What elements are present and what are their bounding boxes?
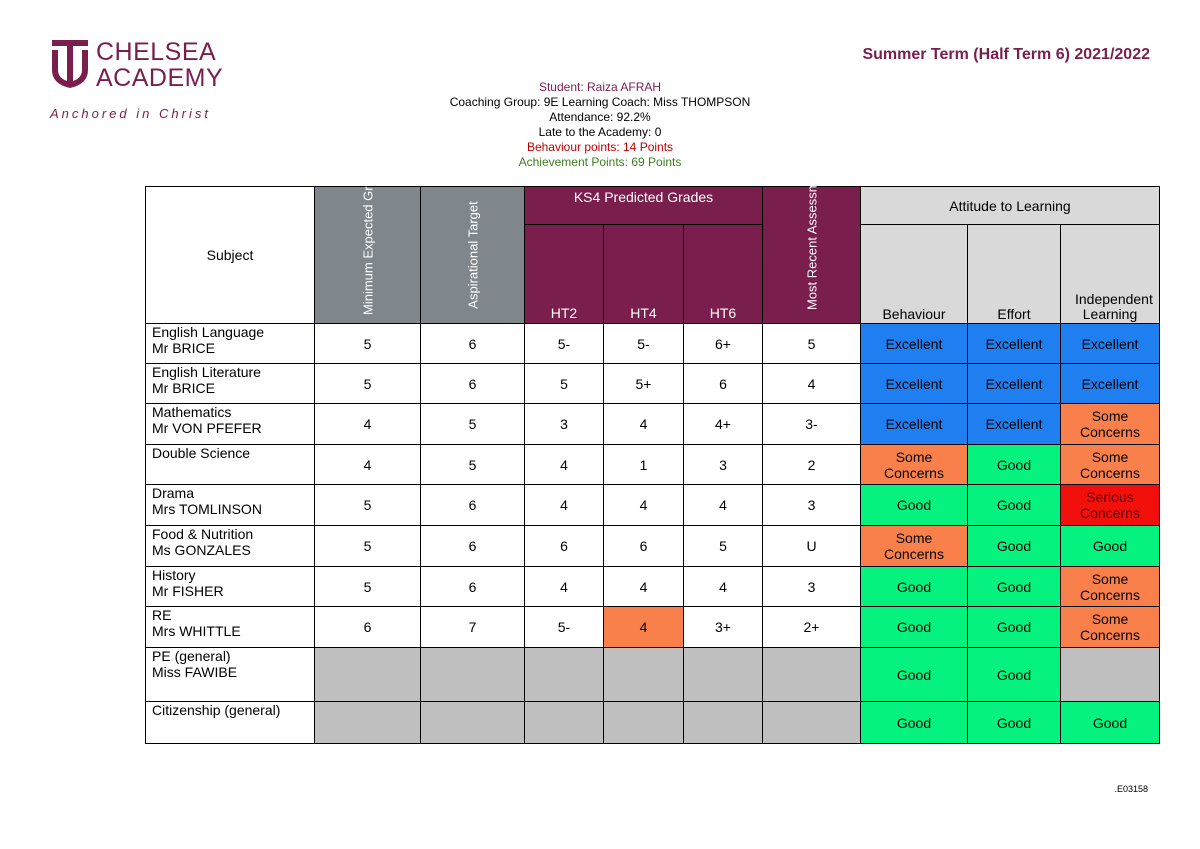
independent-rating xyxy=(1061,445,1160,485)
subject-cell xyxy=(146,324,315,364)
min-grade: 4 xyxy=(315,445,421,485)
student-info xyxy=(400,80,800,170)
recent-grade: 2 xyxy=(763,445,861,485)
ht6-grade: 4+ xyxy=(684,404,763,445)
teacher-name: Ms GONZALES xyxy=(152,542,251,558)
aspirational-grade: 6 xyxy=(421,324,525,364)
independent-rating xyxy=(1061,648,1160,702)
table-row xyxy=(146,526,1160,567)
min-expected-header-label: Minimum Expected Grade xyxy=(360,164,375,315)
ht2-grade: 3 xyxy=(525,404,604,445)
ht4-grade: 6 xyxy=(604,526,684,567)
student-name: Student: Raiza AFRAH xyxy=(538,80,662,94)
subject-name: PE (general) xyxy=(152,648,231,664)
grades-table xyxy=(145,163,1160,744)
ht2-grade: 4 xyxy=(525,445,604,485)
aspirational-grade: 6 xyxy=(421,526,525,567)
table-row xyxy=(146,567,1160,607)
table-row xyxy=(146,364,1160,404)
independent-rating-text: Serious Concerns xyxy=(1080,489,1140,521)
aspirational-grade: 6 xyxy=(421,364,525,404)
subject-header: Subject xyxy=(146,187,315,324)
aspirational-grade: 6 xyxy=(421,485,525,526)
teacher-name: Mr BRICE xyxy=(152,380,215,396)
ht6-grade: 4 xyxy=(684,485,763,526)
effort-rating: Good xyxy=(968,607,1061,648)
effort-rating: Excellent xyxy=(968,404,1061,445)
independent-rating xyxy=(1061,607,1160,648)
behaviour-rating xyxy=(861,445,968,485)
ht6-grade: 6+ xyxy=(684,324,763,364)
behaviour-rating-text: Some Concerns xyxy=(884,448,944,481)
ht4-grade: 4 xyxy=(604,567,684,607)
behaviour-rating: Excellent xyxy=(861,404,968,445)
attendance: Attendance: 92.2% xyxy=(549,110,651,124)
ht4-grade: 4 xyxy=(604,404,684,445)
recent-grade: 3 xyxy=(763,567,861,607)
effort-rating: Excellent xyxy=(968,364,1061,404)
effort-rating: Good xyxy=(968,702,1061,744)
subject-name: Double Science xyxy=(152,445,251,461)
ht2-grade: 4 xyxy=(525,485,604,526)
recent-grade: 5 xyxy=(763,324,861,364)
academy-logo xyxy=(50,38,250,128)
independent-header xyxy=(1061,225,1160,324)
most-recent-header xyxy=(763,163,861,324)
ht2-grade xyxy=(525,648,604,702)
aspirational-grade xyxy=(421,648,525,702)
recent-grade: 3- xyxy=(763,404,861,445)
teacher-name: Miss FAWIBE xyxy=(152,664,238,680)
subject-name: RE xyxy=(152,607,172,623)
ht6-grade xyxy=(684,702,763,744)
independent-rating-text: Some Concerns xyxy=(1080,408,1140,440)
min-grade: 5 xyxy=(315,324,421,364)
subject-cell xyxy=(146,648,315,702)
table-row xyxy=(146,445,1160,485)
subject-name: History xyxy=(152,567,196,583)
recent-grade: 3 xyxy=(763,485,861,526)
ht2-grade: 5- xyxy=(525,324,604,364)
recent-grade: 2+ xyxy=(763,607,861,648)
independent-rating: Good xyxy=(1061,702,1160,744)
aspirational-grade: 7 xyxy=(421,607,525,648)
effort-rating: Good xyxy=(968,567,1061,607)
ht4-grade: 4 xyxy=(604,607,684,648)
ht2-grade: 6 xyxy=(525,526,604,567)
subject-name: Mathematics xyxy=(152,404,232,420)
effort-rating: Good xyxy=(968,526,1061,567)
aspirational-grade: 5 xyxy=(421,445,525,485)
behaviour-rating: Good xyxy=(861,607,968,648)
ht4-grade xyxy=(604,648,684,702)
ht6-grade: 4 xyxy=(684,567,763,607)
behaviour-rating: Good xyxy=(861,485,968,526)
behaviour-rating: Good xyxy=(861,702,968,744)
term-title: Summer Term (Half Term 6) 2021/2022 xyxy=(862,46,1150,63)
teacher-name: Mrs WHITTLE xyxy=(152,623,241,639)
behaviour-rating xyxy=(861,526,968,567)
recent-grade: 4 xyxy=(763,364,861,404)
min-grade: 5 xyxy=(315,485,421,526)
logo-tagline: Anchored in Christ xyxy=(50,106,211,121)
teacher-name: Mrs TOMLINSON xyxy=(152,501,262,517)
late-count: Late to the Academy: 0 xyxy=(538,125,662,139)
independent-rating-text: Some Concerns xyxy=(1080,448,1140,481)
independent-rating-text: Some Concerns xyxy=(1080,570,1140,603)
effort-rating: Excellent xyxy=(968,324,1061,364)
ks4-header: KS4 Predicted Grades xyxy=(525,187,763,225)
subject-name: Drama xyxy=(152,485,195,501)
teacher-name: Mr FISHER xyxy=(152,583,224,599)
independent-header-label: Independent Learning xyxy=(1075,291,1153,322)
subject-cell xyxy=(146,485,315,526)
ht6-grade: 6 xyxy=(684,364,763,404)
behaviour-header: Behaviour xyxy=(861,225,968,324)
subject-cell xyxy=(146,526,315,567)
independent-rating xyxy=(1061,485,1160,526)
table-row xyxy=(146,485,1160,526)
recent-grade xyxy=(763,702,861,744)
aspirational-header xyxy=(421,187,525,324)
ht2-grade: 5- xyxy=(525,607,604,648)
min-grade xyxy=(315,702,421,744)
teacher-name: Mr VON PFEFER xyxy=(152,420,262,436)
ht6-grade: 3+ xyxy=(684,607,763,648)
subject-cell xyxy=(146,364,315,404)
subject-name: Citizenship (general) xyxy=(152,702,281,718)
table-row xyxy=(146,607,1160,648)
behaviour-points: Behaviour points: 14 Points xyxy=(526,140,674,154)
effort-rating: Good xyxy=(968,648,1061,702)
min-grade: 4 xyxy=(315,404,421,445)
subject-cell xyxy=(146,445,315,485)
min-grade: 6 xyxy=(315,607,421,648)
effort-header: Effort xyxy=(968,225,1061,324)
most-recent-header-label: Most Recent Assessment xyxy=(804,163,819,310)
behaviour-rating: Good xyxy=(861,648,968,702)
ht2-grade: 4 xyxy=(525,567,604,607)
ht6-header: HT6 xyxy=(684,225,763,324)
crest-icon xyxy=(50,40,90,90)
effort-rating: Good xyxy=(968,445,1061,485)
coaching-group: Coaching Group: 9E Learning Coach: Miss THOMPSON xyxy=(449,95,751,109)
effort-rating: Good xyxy=(968,485,1061,526)
ht4-header: HT4 xyxy=(604,225,684,324)
behaviour-rating-text: Some Concerns xyxy=(884,530,944,562)
subject-cell xyxy=(146,702,315,744)
ht4-grade: 5- xyxy=(604,324,684,364)
subject-name: Food & Nutrition xyxy=(152,526,254,542)
behaviour-rating: Good xyxy=(861,567,968,607)
ht6-grade: 5 xyxy=(684,526,763,567)
min-grade: 5 xyxy=(315,526,421,567)
subject-name: English Language xyxy=(152,324,265,340)
subject-cell xyxy=(146,567,315,607)
document-reference: .E03158 xyxy=(1114,784,1148,794)
aspirational-header-label: Aspirational Target xyxy=(465,201,480,309)
aspirational-grade: 6 xyxy=(421,567,525,607)
aspirational-grade: 5 xyxy=(421,404,525,445)
min-grade: 5 xyxy=(315,567,421,607)
ht2-grade xyxy=(525,702,604,744)
table-row xyxy=(146,404,1160,445)
independent-rating xyxy=(1061,567,1160,607)
subject-cell xyxy=(146,607,315,648)
table-row xyxy=(146,702,1160,744)
achievement-points: Achievement Points: 69 Points xyxy=(518,155,682,169)
ht2-header: HT2 xyxy=(525,225,604,324)
min-grade: 5 xyxy=(315,364,421,404)
logo-line-1: CHELSEA xyxy=(96,38,217,66)
subject-name: English Literature xyxy=(152,364,261,380)
teacher-name: Mr BRICE xyxy=(152,340,215,356)
ht4-grade xyxy=(604,702,684,744)
ht4-grade: 4 xyxy=(604,485,684,526)
independent-rating: Excellent xyxy=(1061,324,1160,364)
table-row xyxy=(146,648,1160,702)
recent-grade: U xyxy=(763,526,861,567)
ht6-grade: 3 xyxy=(684,445,763,485)
independent-rating xyxy=(1061,404,1160,445)
ht6-grade xyxy=(684,648,763,702)
recent-grade xyxy=(763,648,861,702)
min-grade xyxy=(315,648,421,702)
ht4-grade: 5+ xyxy=(604,364,684,404)
table-row xyxy=(146,324,1160,364)
independent-rating: Excellent xyxy=(1061,364,1160,404)
ht4-grade: 1 xyxy=(604,445,684,485)
aspirational-grade xyxy=(421,702,525,744)
independent-rating: Good xyxy=(1061,526,1160,567)
independent-rating-text: Some Concerns xyxy=(1080,611,1140,643)
ht2-grade: 5 xyxy=(525,364,604,404)
behaviour-rating: Excellent xyxy=(861,364,968,404)
behaviour-rating: Excellent xyxy=(861,324,968,364)
attitude-header: Attitude to Learning xyxy=(861,187,1160,225)
subject-cell xyxy=(146,404,315,445)
min-expected-header xyxy=(315,164,421,324)
logo-line-2: ACADEMY xyxy=(96,64,224,92)
